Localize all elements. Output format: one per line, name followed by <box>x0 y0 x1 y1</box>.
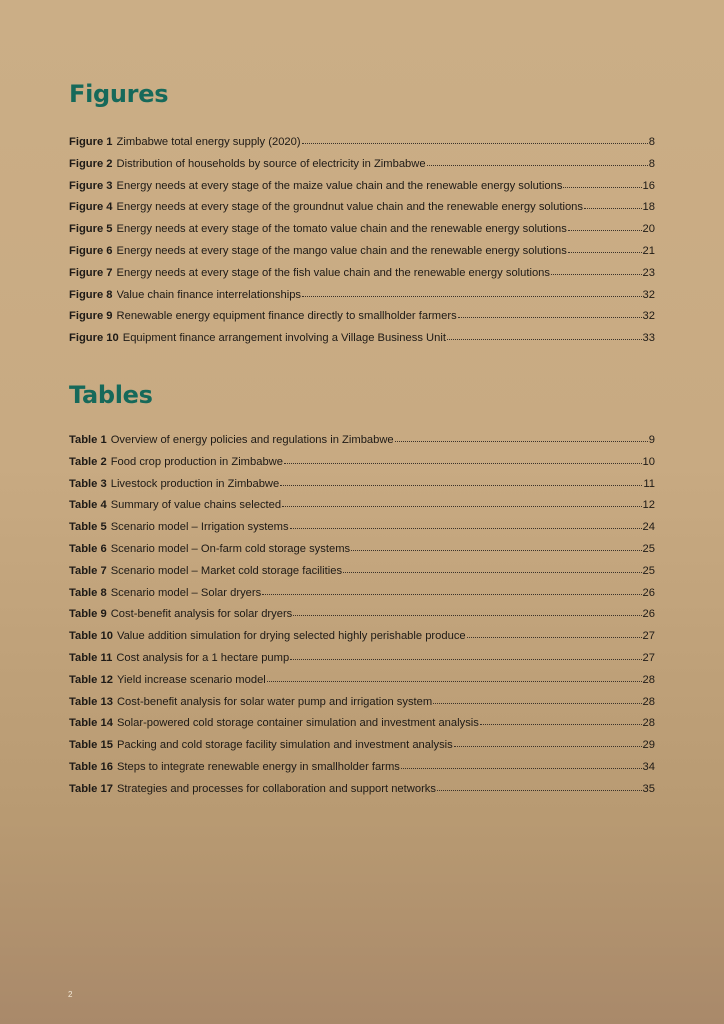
figure-label: Figure 10 <box>69 332 119 345</box>
table-entry[interactable] <box>69 521 655 543</box>
figure-page-number: 18 <box>642 201 655 214</box>
figure-entry[interactable] <box>69 180 655 202</box>
figure-entry[interactable] <box>69 201 655 223</box>
dot-leader <box>401 768 642 769</box>
figure-page-number: 16 <box>642 179 655 192</box>
table-label: Table 7 <box>69 564 107 577</box>
dot-leader <box>551 274 642 275</box>
table-entry[interactable] <box>69 478 655 500</box>
figure-label: Figure 8 <box>69 288 113 301</box>
tables-list <box>69 434 655 805</box>
table-page-number: 35 <box>642 782 655 795</box>
figure-caption: Renewable energy equipment finance directly to smallholder farmers <box>116 310 457 323</box>
table-label: Table 8 <box>69 586 107 599</box>
page-number: 2 <box>68 990 73 999</box>
table-caption: Packing and cold storage facility simulation and investment analysis <box>116 739 453 752</box>
table-page-number: 26 <box>642 586 655 599</box>
figure-caption: Energy needs at every stage of the fish value chain and the renewable energy solutions <box>116 266 550 279</box>
dot-leader <box>568 252 642 253</box>
dot-leader <box>282 506 641 507</box>
table-caption: Scenario model – Market cold storage facilities <box>110 564 343 577</box>
table-label: Table 16 <box>69 760 113 773</box>
table-page-number: 27 <box>642 651 655 664</box>
table-page-number: 28 <box>642 673 655 686</box>
figure-page-number: 23 <box>642 266 655 279</box>
figure-entry[interactable] <box>69 267 655 289</box>
figure-page-number: 33 <box>642 332 655 345</box>
table-label: Table 4 <box>69 499 107 512</box>
table-page-number: 11 <box>643 477 655 490</box>
table-entry[interactable] <box>69 652 655 674</box>
table-label: Table 13 <box>69 695 113 708</box>
table-page-number: 25 <box>642 564 655 577</box>
figure-label: Figure 1 <box>69 136 113 148</box>
figure-entry[interactable] <box>69 245 655 267</box>
table-entry[interactable] <box>69 499 655 521</box>
figure-label: Figure 6 <box>69 244 113 257</box>
figures-list <box>69 136 655 354</box>
table-label: Table 3 <box>69 477 107 490</box>
figure-entry[interactable] <box>69 310 655 332</box>
dot-leader <box>302 296 642 297</box>
table-page-number: 12 <box>642 499 655 512</box>
dot-leader <box>454 746 642 747</box>
table-entry[interactable] <box>69 456 655 478</box>
figure-caption: Zimbabwe total energy supply (2020) <box>116 136 301 148</box>
table-caption: Summary of value chains selected <box>110 499 282 512</box>
figure-label: Figure 4 <box>69 201 113 214</box>
table-caption: Livestock production in Zimbabwe <box>110 477 280 490</box>
table-page-number: 26 <box>642 608 655 621</box>
figure-entry[interactable] <box>69 223 655 245</box>
table-caption: Cost-benefit analysis for solar water pump and irrigation system <box>116 695 433 708</box>
table-caption: Steps to integrate renewable energy in smallholder farms <box>116 760 400 773</box>
dot-leader <box>447 339 642 340</box>
figure-caption: Distribution of households by source of electricity in Zimbabwe <box>116 157 426 170</box>
dot-leader <box>351 550 641 551</box>
dot-leader <box>290 659 641 660</box>
figure-label: Figure 3 <box>69 179 113 192</box>
table-page-number: 28 <box>642 695 655 708</box>
dot-leader <box>395 441 648 442</box>
tables-heading: Tables <box>69 381 153 409</box>
dot-leader <box>458 317 642 318</box>
table-entry[interactable] <box>69 608 655 630</box>
table-page-number: 29 <box>642 739 655 752</box>
table-label: Table 17 <box>69 782 113 795</box>
table-entry[interactable] <box>69 587 655 609</box>
table-label: Table 12 <box>69 673 113 686</box>
figure-label: Figure 9 <box>69 310 113 323</box>
table-label: Table 6 <box>69 542 107 555</box>
figure-entry[interactable] <box>69 289 655 311</box>
figures-heading: Figures <box>69 80 169 108</box>
table-caption: Scenario model – Solar dryers <box>110 586 262 599</box>
table-caption: Scenario model – On-farm cold storage systems <box>110 542 351 555</box>
figure-page-number: 21 <box>642 244 655 257</box>
figure-caption: Energy needs at every stage of the groundnut value chain and the renewable energy solutions <box>116 201 583 214</box>
table-caption: Value addition simulation for drying selected highly perishable produce <box>116 630 466 643</box>
table-entry[interactable] <box>69 674 655 696</box>
table-caption: Solar-powered cold storage container simulation and investment analysis <box>116 717 479 730</box>
table-entry[interactable] <box>69 761 655 783</box>
dot-leader <box>563 187 641 188</box>
table-caption: Strategies and processes for collaboration and support networks <box>116 782 436 795</box>
table-page-number: 27 <box>642 630 655 643</box>
table-label: Table 1 <box>69 434 107 446</box>
dot-leader <box>584 208 642 209</box>
table-entry[interactable] <box>69 543 655 565</box>
dot-leader <box>293 615 641 616</box>
table-entry[interactable] <box>69 717 655 739</box>
table-caption: Overview of energy policies and regulations in Zimbabwe <box>110 434 394 446</box>
figure-caption: Equipment finance arrangement involving a Village Business Unit <box>122 332 446 345</box>
table-label: Table 2 <box>69 455 107 468</box>
table-page-number: 34 <box>642 760 655 773</box>
figure-page-number: 8 <box>648 157 655 170</box>
figure-entry[interactable] <box>69 158 655 180</box>
dot-leader <box>262 594 641 595</box>
table-label: Table 10 <box>69 630 113 643</box>
dot-leader <box>343 572 642 573</box>
dot-leader <box>433 703 641 704</box>
table-entry[interactable] <box>69 565 655 587</box>
table-caption: Cost-benefit analysis for solar dryers <box>110 608 293 621</box>
table-entry[interactable] <box>69 696 655 718</box>
figure-label: Figure 7 <box>69 266 113 279</box>
table-caption: Food crop production in Zimbabwe <box>110 455 283 468</box>
figure-entry[interactable] <box>69 332 655 354</box>
table-page-number: 28 <box>642 717 655 730</box>
table-entry[interactable] <box>69 739 655 761</box>
table-page-number: 9 <box>648 434 655 446</box>
table-label: Table 15 <box>69 739 113 752</box>
dot-leader <box>427 165 648 166</box>
figure-entry[interactable] <box>69 136 655 158</box>
figure-caption: Energy needs at every stage of the mango value chain and the renewable energy solutions <box>116 244 567 257</box>
dot-leader <box>284 463 642 464</box>
table-label: Table 11 <box>69 651 113 664</box>
figure-caption: Energy needs at every stage of the tomato value chain and the renewable energy solutions <box>116 223 567 236</box>
dot-leader <box>302 143 648 144</box>
table-entry[interactable] <box>69 434 655 456</box>
dot-leader <box>267 681 642 682</box>
table-entry[interactable] <box>69 783 655 805</box>
figure-label: Figure 2 <box>69 157 113 170</box>
table-page-number: 10 <box>642 455 655 468</box>
dot-leader <box>437 790 642 791</box>
table-caption: Scenario model – Irrigation systems <box>110 521 289 534</box>
figure-page-number: 32 <box>642 288 655 301</box>
table-entry[interactable] <box>69 630 655 652</box>
dot-leader <box>467 637 642 638</box>
table-page-number: 25 <box>642 542 655 555</box>
dot-leader <box>290 528 642 529</box>
table-page-number: 24 <box>642 521 655 534</box>
figure-caption: Energy needs at every stage of the maize value chain and the renewable energy solutions <box>116 179 563 192</box>
dot-leader <box>480 724 642 725</box>
table-label: Table 14 <box>69 717 113 730</box>
figure-page-number: 32 <box>642 310 655 323</box>
figure-caption: Value chain finance interrelationships <box>116 288 302 301</box>
dot-leader <box>568 230 642 231</box>
dot-leader <box>280 485 642 486</box>
table-label: Table 9 <box>69 608 107 621</box>
figure-label: Figure 5 <box>69 223 113 236</box>
table-label: Table 5 <box>69 521 107 534</box>
table-caption: Yield increase scenario model <box>116 673 266 686</box>
table-caption: Cost analysis for a 1 hectare pump <box>116 651 290 664</box>
figure-page-number: 8 <box>648 136 655 148</box>
figure-page-number: 20 <box>642 223 655 236</box>
